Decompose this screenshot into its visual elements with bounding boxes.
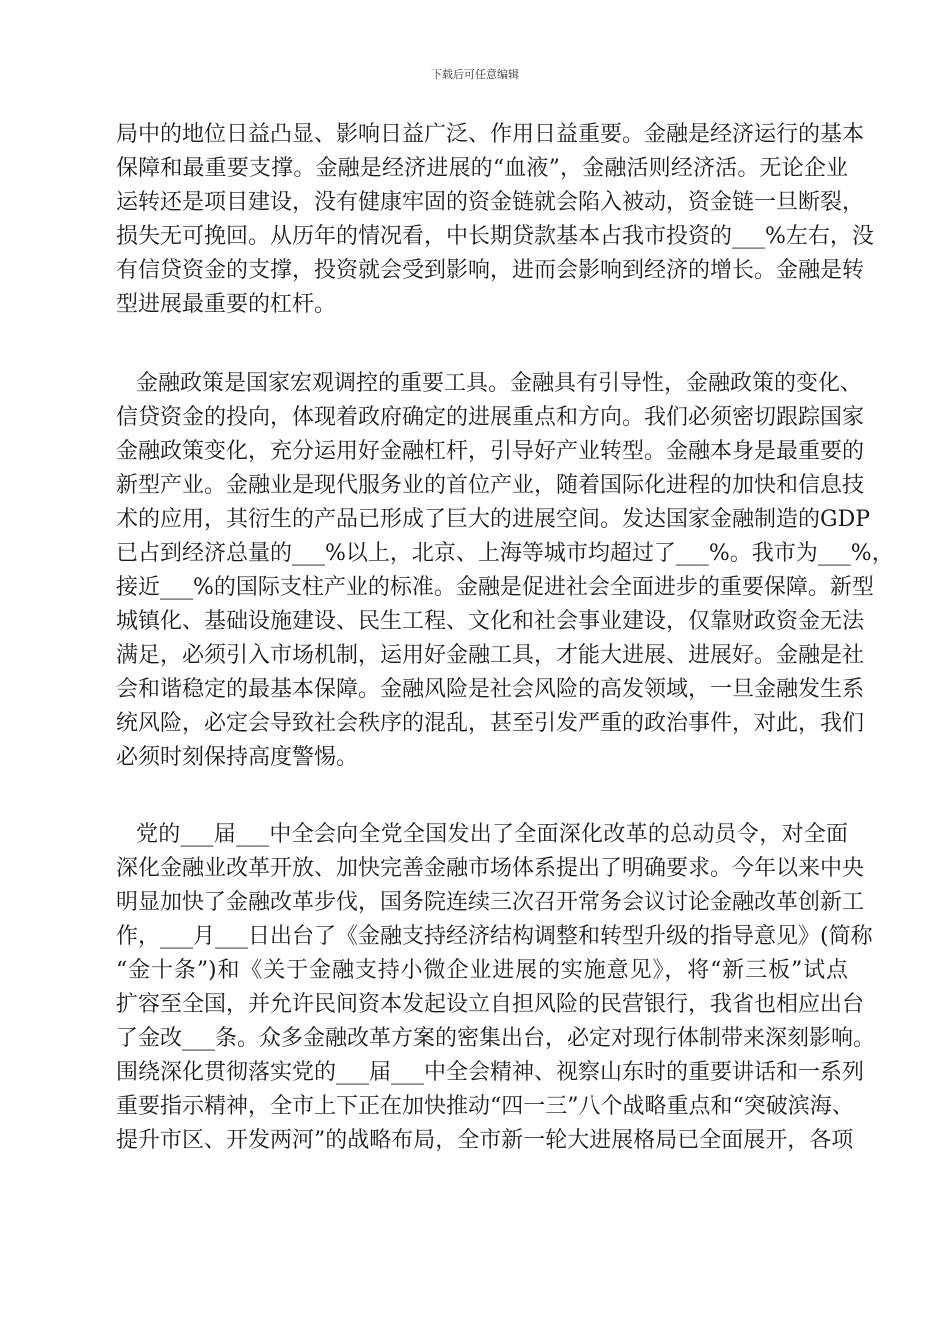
text-line: 型进展最重要的杠杆。 [116, 292, 337, 317]
text-line: 党的___届___中全会向全党全国发出了全面深化改革的总动员令，对全面 [136, 822, 848, 847]
text-line: 提升市区、开发两河”的战略布局，全市新一轮大进展格局已全面展开，各项 [116, 1128, 854, 1153]
text-line: 已占到经济总量的___%以上，北京、上海等城市均超过了___%。我市为___%， [116, 541, 894, 566]
text-line: 围绕深化贯彻落实党的___届___中全会精神、视察山东时的重要讲话和一系列 [116, 1060, 865, 1085]
text-line: 金融政策是国家宏观调控的重要工具。金融具有引导性，金融政策的变化、 [136, 371, 863, 396]
text-line: 局中的地位日益凸显、影响日益广泛、作用日益重要。金融是经济运行的基本 [116, 122, 865, 147]
text-line: 金融政策变化，充分运用好金融杠杆，引导好产业转型。金融本身是最重要的 [116, 439, 865, 464]
page-header: 下载后可任意编辑 [431, 68, 519, 81]
text-line: 运转还是项目建设，没有健康牢固的资金链就会陷入被动，资金链一旦断裂， [116, 190, 865, 215]
text-line: “金十条”)和《关于金融支持小微企业进展的实施意见》，将“新三板”试点 [116, 958, 848, 983]
text-line: 重要指示精神，全市上下正在加快推动“四一三”八个战略重点和“突破滨海、 [116, 1094, 854, 1119]
text-line: 满足，必须引入市场机制，运用好金融工具，才能大进展、进展好。金融是社 [116, 643, 865, 668]
text-line: 统风险，必定会导致社会秩序的混乱，甚至引发严重的政治事件，对此，我们 [116, 711, 865, 736]
text-line: 会和谐稳定的最基本保障。金融风险是社会风险的高发领域，一旦金融发生系 [116, 677, 865, 702]
text-line: 信贷资金的投向，体现着政府确定的进展重点和方向。我们必须密切跟踪国家 [116, 405, 865, 430]
paragraph-3 [116, 818, 876, 1158]
text-line: 明显加快了金融改革步伐，国务院连续三次召开常务会议讨论金融改革创新工 [116, 890, 865, 915]
text-line: 扩容至全国，并允许民间资本发起设立自担风险的民营银行，我省也相应出台 [116, 992, 865, 1017]
text-line: 有信贷资金的支撑，投资就会受到影响，进而会影响到经济的增长。金融是转 [116, 258, 865, 283]
paragraph-1 [116, 118, 874, 322]
text-line: 深化金融业改革开放、加快完善金融市场体系提出了明确要求。今年以来中央 [116, 856, 865, 881]
text-line: 接近___%的国际支柱产业的标准。金融是促进社会全面进步的重要保障。新型 [116, 575, 874, 600]
text-line: 城镇化、基础设施建设、民生工程、文化和社会事业建设，仅靠财政资金无法 [116, 609, 865, 634]
text-line: 术的应用，其衍生的产品已形成了巨大的进展空间。发达国家金融制造的GDP [116, 507, 871, 532]
text-line: 作，___月___日出台了《金融支持经济结构调整和转型升级的指导意见》(简称 [116, 924, 873, 949]
text-line: 了金改___条。众多金融改革方案的密集出台，必定对现行体制带来深刻影响。 [116, 1026, 876, 1051]
paragraph-2 [116, 367, 894, 775]
text-line: 必须时刻保持高度警惕。 [116, 745, 359, 770]
text-line: 损失无可挽回。从历年的情况看，中长期贷款基本占我市投资的___%左右，没 [116, 224, 874, 249]
text-line: 保障和最重要支撑。金融是经济进展的“血液”，金融活则经济活。无论企业 [116, 156, 848, 181]
text-line: 新型产业。金融业是现代服务业的首位产业，随着国际化进程的加快和信息技 [116, 473, 865, 498]
